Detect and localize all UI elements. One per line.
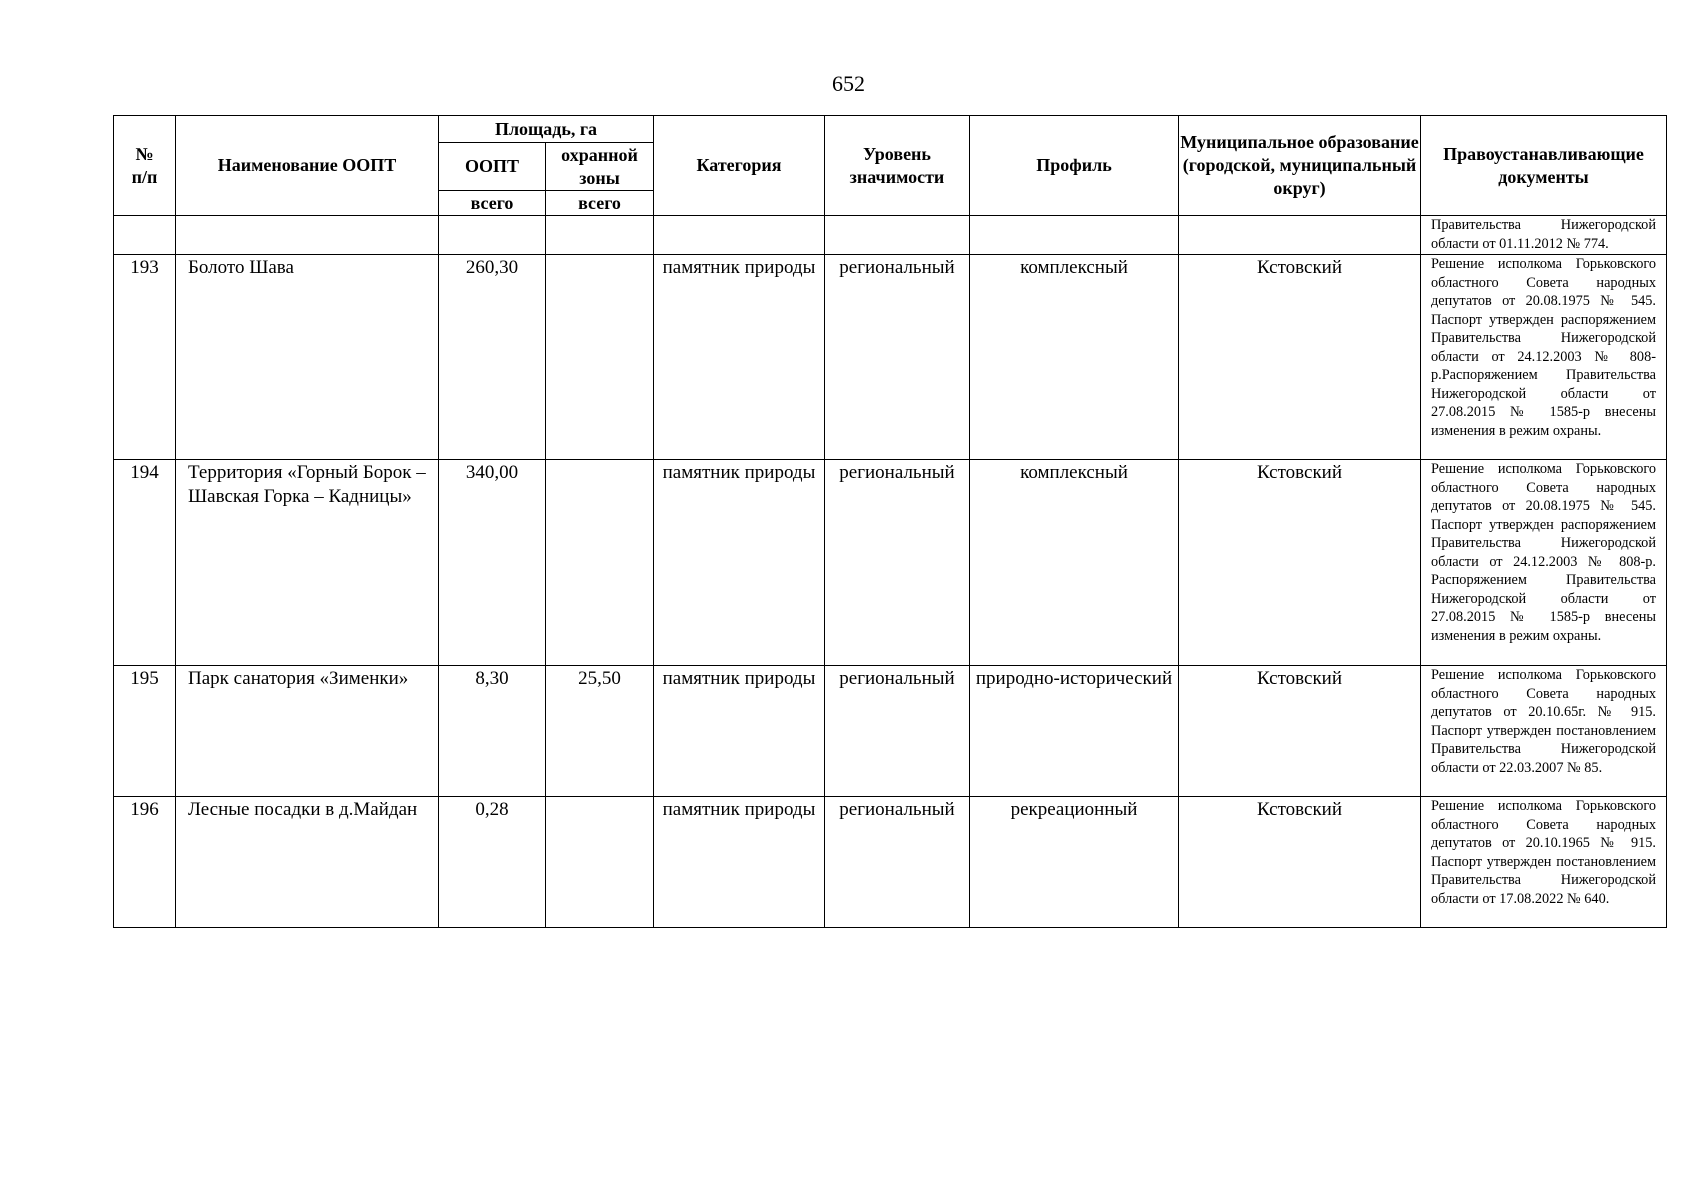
cell-municipality: Кстовский: [1179, 666, 1421, 797]
cell-municipality: Кстовский: [1179, 255, 1421, 460]
cell-zone: 25,50: [546, 666, 654, 797]
cell-name: Парк санатория «Зименки»: [176, 666, 439, 797]
cell-municipality: Кстовский: [1179, 460, 1421, 666]
cell-level: региональный: [825, 460, 970, 666]
header-documents: Правоустанавливающие документы: [1421, 116, 1667, 216]
cell-category: памятник природы: [654, 797, 825, 928]
cell-area: [439, 216, 546, 255]
cell-documents: Решение исполкома Горьковского областного Совета народных депутатов от 20.08.1975 № 545. Паспорт утвержден распоряжением Правительства Нижегородской области от 24.12.2003 № 808-р.Распоряжением Правительства Нижегородской области от 27.08.2015 № 1585-р внесены изменения в режим охраны.: [1421, 255, 1667, 460]
cell-area: 260,30: [439, 255, 546, 460]
table-row: [114, 666, 1667, 797]
page-number: 652: [832, 71, 865, 96]
header-total-zone: всего: [546, 191, 654, 216]
cell-num: [114, 216, 176, 255]
cell-level: региональный: [825, 797, 970, 928]
cell-name: Территория «Горный Борок – Шавская Горка – Кадницы»: [176, 460, 439, 666]
cell-profile: [970, 216, 1179, 255]
cell-municipality: [1179, 216, 1421, 255]
cell-documents: Решение исполкома Горьковского областного Совета народных депутатов от 20.10.65г. № 915. Паспорт утвержден постановлением Правительства Нижегородской области от 22.03.2007 № 85.: [1421, 666, 1667, 797]
table-row: [114, 255, 1667, 460]
header-area-oopt: ООПТ: [439, 143, 546, 191]
cell-municipality: Кстовский: [1179, 797, 1421, 928]
cell-documents: Решение исполкома Горьковского областного Совета народных депутатов от 20.08.1975 № 545. Паспорт утвержден распоряжением Правительства Нижегородской области от 24.12.2003 № 808-р. Распоряжением Правительства Нижегородской области от 27.08.2015 № 1585-р внесены изменения в режим охраны.: [1421, 460, 1667, 666]
cell-profile: комплексный: [970, 460, 1179, 666]
cell-name: Лесные посадки в д.Майдан: [176, 797, 439, 928]
cell-level: [825, 216, 970, 255]
table-row: [114, 797, 1667, 928]
header-area-zone: охранной зоны: [546, 143, 654, 191]
cell-profile: комплексный: [970, 255, 1179, 460]
header-name: Наименование ООПТ: [176, 116, 439, 216]
cell-num: 195: [114, 666, 176, 797]
cell-num: 196: [114, 797, 176, 928]
cell-level: региональный: [825, 255, 970, 460]
header-area: Площадь, га: [439, 116, 654, 143]
cell-category: памятник природы: [654, 666, 825, 797]
cell-num: 193: [114, 255, 176, 460]
header-num: № п/п: [114, 116, 176, 216]
cell-area: 0,28: [439, 797, 546, 928]
cell-zone: [546, 797, 654, 928]
header-total-oopt: всего: [439, 191, 546, 216]
cell-zone: [546, 216, 654, 255]
cell-area: 8,30: [439, 666, 546, 797]
cell-category: [654, 216, 825, 255]
cell-profile: природно-исторический: [970, 666, 1179, 797]
cell-name: [176, 216, 439, 255]
table-header: [114, 116, 1667, 216]
cell-num: 194: [114, 460, 176, 666]
header-level: Уровень значимости: [825, 116, 970, 216]
cell-area: 340,00: [439, 460, 546, 666]
cell-name: Болото Шава: [176, 255, 439, 460]
cell-zone: [546, 255, 654, 460]
cell-documents: Решение исполкома Горьковского областного Совета народных депутатов от 20.10.1965 № 915. Паспорт утвержден постановлением Правительства Нижегородской области от 17.08.2022 № 640.: [1421, 797, 1667, 928]
header-profile: Профиль: [970, 116, 1179, 216]
cell-profile: рекреационный: [970, 797, 1179, 928]
table-row-continuation: [114, 216, 1667, 255]
cell-zone: [546, 460, 654, 666]
cell-category: памятник природы: [654, 460, 825, 666]
table-row: [114, 460, 1667, 666]
cell-level: региональный: [825, 666, 970, 797]
cell-category: памятник природы: [654, 255, 825, 460]
oopt-table: [113, 115, 1667, 928]
header-municipality: Муниципальное образование (городской, муниципальный округ): [1179, 116, 1421, 216]
header-category: Категория: [654, 116, 825, 216]
cell-documents: Правительства Нижегородской области от 01.11.2012 № 774.: [1421, 216, 1667, 255]
